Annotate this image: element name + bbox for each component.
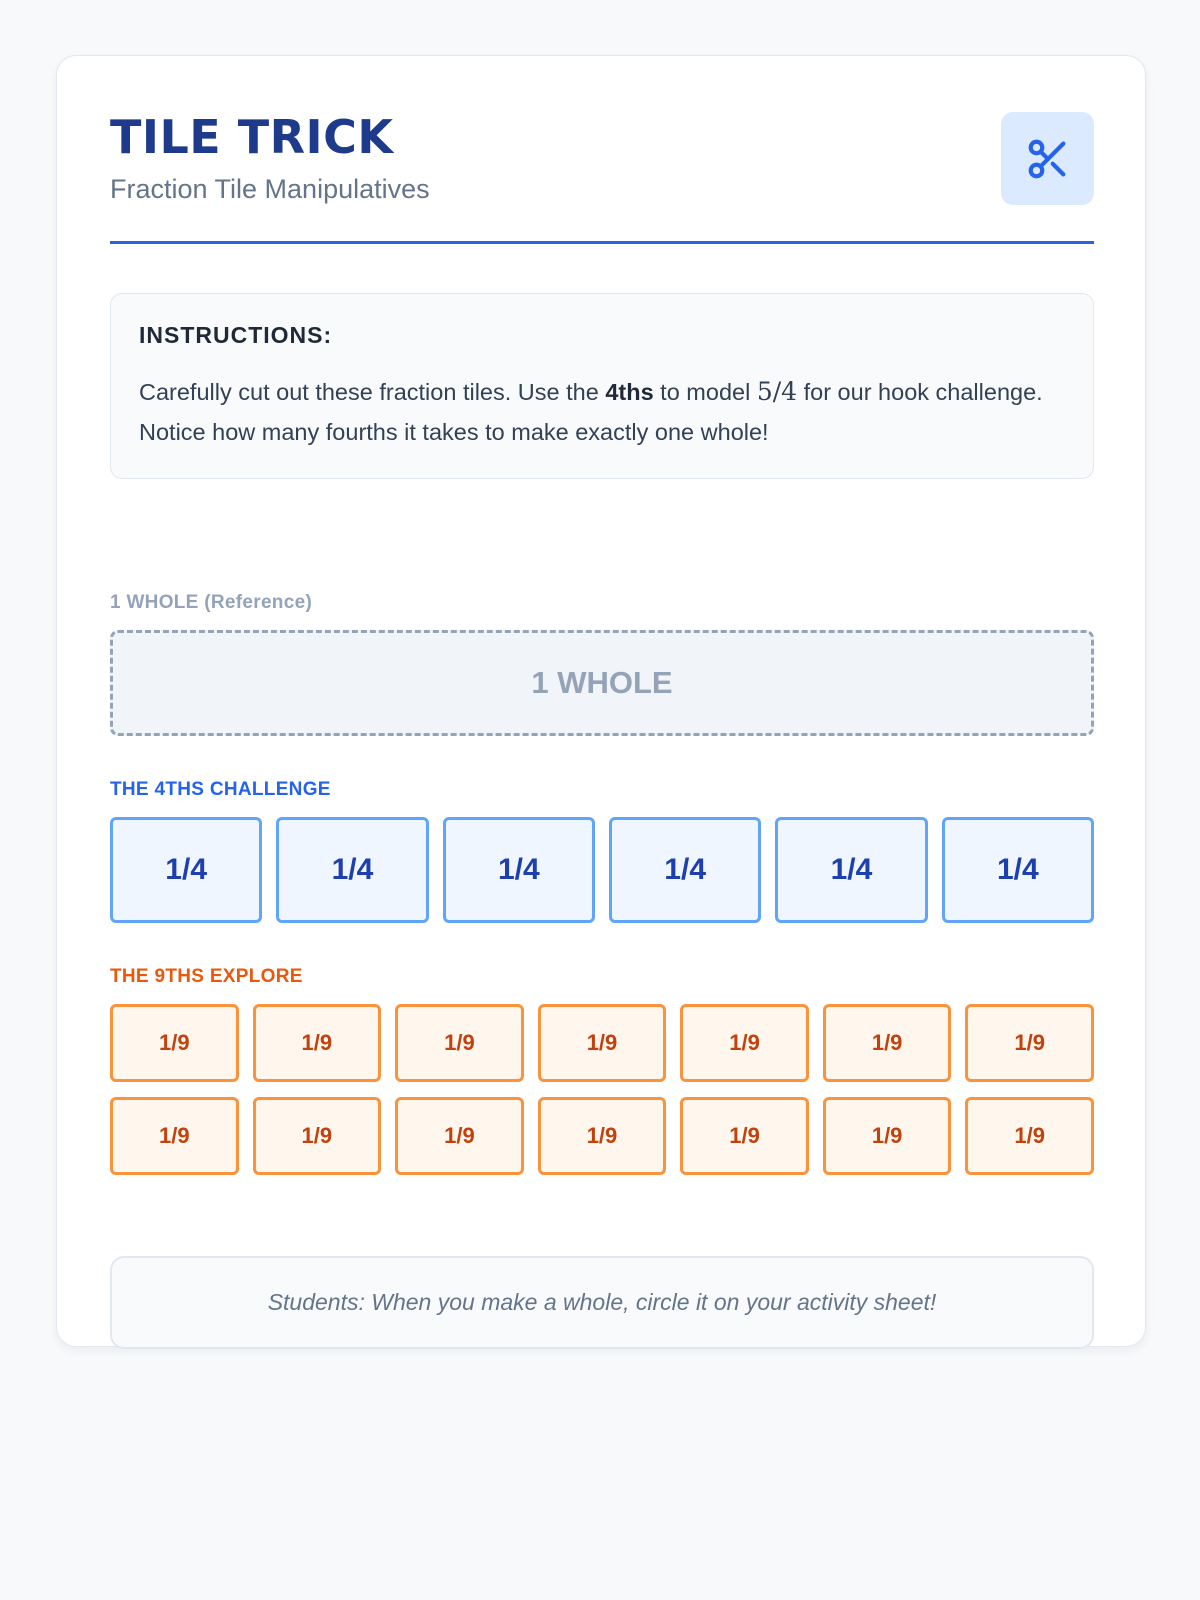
ninth-tile: 1/9 (395, 1097, 524, 1175)
ninth-tile: 1/9 (253, 1097, 382, 1175)
ninth-tile: 1/9 (110, 1097, 239, 1175)
header (110, 56, 1094, 244)
ninth-tile: 1/9 (680, 1097, 809, 1175)
instructions-text (139, 372, 1059, 452)
scissors-badge (1001, 112, 1094, 205)
worksheet-content (110, 56, 1094, 1315)
footer-note: Students: When you make a whole, circle it on your activity sheet! (110, 1256, 1094, 1349)
scissors-icon (1025, 136, 1071, 182)
ninth-tile: 1/9 (110, 1004, 239, 1082)
whole-tile: 1 WHOLE (110, 630, 1094, 736)
fourths-section-label: THE 4THS CHALLENGE (110, 779, 331, 800)
fourth-tile: 1/4 (443, 817, 595, 923)
instructions-text-part: to model (653, 379, 757, 405)
whole-section-label: 1 WHOLE (Reference) (110, 592, 313, 613)
fourth-tile: 1/4 (110, 817, 262, 923)
ninth-tile: 1/9 (965, 1097, 1094, 1175)
fourth-tile: 1/4 (775, 817, 927, 923)
fourth-tile: 1/4 (609, 817, 761, 923)
page-title: TILE TRICK (110, 110, 394, 164)
ninth-tile: 1/9 (538, 1097, 667, 1175)
instructions-emphasis: 4ths (605, 379, 654, 405)
page-subtitle: Fraction Tile Manipulatives (110, 174, 430, 204)
instructions-heading: INSTRUCTIONS: (139, 322, 333, 348)
ninth-tile: 1/9 (538, 1004, 667, 1082)
fourth-tile: 1/4 (942, 817, 1094, 923)
ninth-tile: 1/9 (823, 1004, 952, 1082)
ninth-tile: 1/9 (680, 1004, 809, 1082)
ninth-tile: 1/9 (965, 1004, 1094, 1082)
ninth-tile: 1/9 (395, 1004, 524, 1082)
ninth-tile: 1/9 (823, 1097, 952, 1175)
instructions-text-part: for our hook challenge. Notice how many fourths it takes to make exactly one whole! (139, 379, 1043, 445)
ninths-tiles (110, 1004, 1094, 1175)
fourth-tile: 1/4 (276, 817, 428, 923)
ninths-section-label: THE 9THS EXPLORE (110, 966, 303, 987)
fourths-tiles (110, 817, 1094, 923)
worksheet-card (56, 55, 1146, 1347)
instructions-text-part: Carefully cut out these fraction tiles. Use the (139, 379, 606, 405)
instructions-fraction: 5/4 (756, 377, 798, 406)
ninth-tile: 1/9 (253, 1004, 382, 1082)
instructions-box (110, 293, 1094, 479)
